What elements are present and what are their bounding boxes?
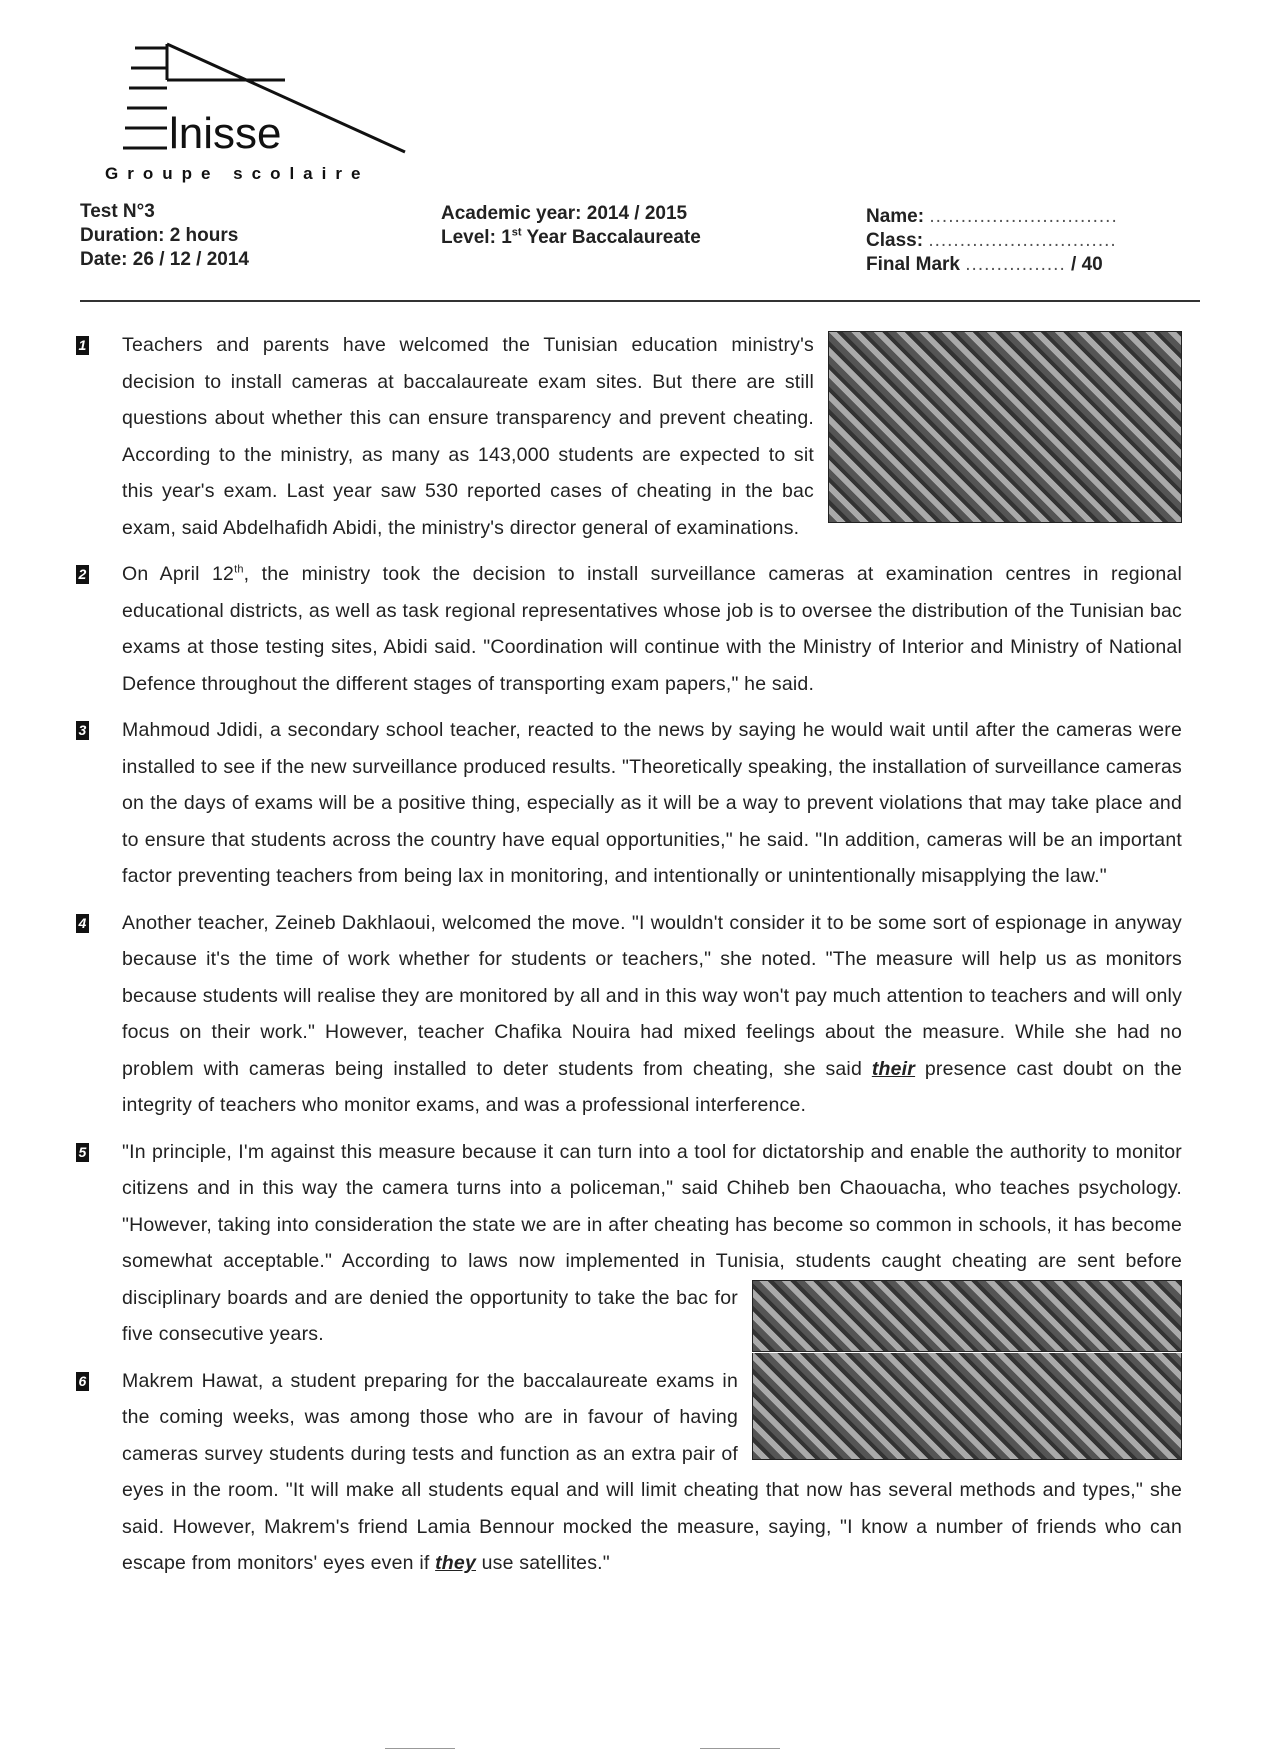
paragraph-number: 3	[76, 721, 89, 740]
academic-year: Academic year: 2014 / 2015	[441, 203, 688, 224]
paragraph-number: 2	[76, 565, 89, 584]
exam-hall-photo-continued	[752, 1353, 1182, 1460]
name-field[interactable]: Name: ..............................	[866, 206, 1118, 227]
paragraph-3: 3 Mahmoud Jdidi, a secondary school teacher, reacted to the news by saying he would wait until after the cameras were installed to see if the new surveillance produced results. "Theoretically speaking, the installation of surveillance cameras on the days of exams will be a positive thing, especially as it will be a way to prevent violations that may take place and to ensure that students across the country have equal opportunities," he said. "In addition, cameras will be an important factor preventing teachers from being lax in monitoring, and intentionally or unintentionally misapplying the law."	[122, 712, 1182, 895]
exam-hall-photo	[752, 1280, 1182, 1352]
paragraph-number: 1	[76, 336, 89, 355]
test-number: Test N°3	[80, 201, 155, 222]
paragraph-number: 5	[76, 1143, 89, 1162]
paragraph-6: 6 Makrem Hawat, a student preparing for the baccalaureate exams in the coming weeks, was among those who are in favour of having cameras survey students during tests and function as an extra pair of eyes in the room. "It will make all students equal and will limit cheating that now has several methods and types," she said. However, Makrem's friend Lamia Bennour mocked the measure, saying, "I know a number of friends who can escape from monitors' eyes even if they use satellites."	[122, 1363, 1182, 1582]
scan-mark	[700, 1748, 780, 1749]
level: Level: 1st Year Baccalaureate	[441, 226, 701, 248]
student-info	[866, 205, 1118, 277]
final-mark-field[interactable]: Final Mark ................ / 40	[866, 254, 1103, 275]
paragraph-number: 4	[76, 914, 89, 933]
date: Date: 26 / 12 / 2014	[80, 249, 249, 270]
svg-text:lnisse: lnisse	[169, 109, 282, 158]
paragraph-5: 5 "In principle, I'm against this measure because it can turn into a tool for dictatorship and enable the authority to monitor citizens and in this way the camera turns into a policeman," said Chiheb ben Chaouacha, who teaches psychology. "However, taking into consideration the state we are in after cheating has become so common in schools, it has become somewhat acceptable." According to laws now implemented in Tunisia, students caught cheating are sent before disciplinary boards and are denied the opportunity to take the bac for five consecutive years.	[122, 1134, 1182, 1353]
paragraph-4: 4 Another teacher, Zeineb Dakhlaoui, welcomed the move. "I wouldn't consider it to be some sort of espionage in anyway because it's the time of work whether for students or teachers," she noted. "The measure will help us as monitors because students will realise they are monitored by all and in this way won't pay much attention to teachers and will only focus on their work." However, teacher Chafika Nouira had mixed feelings about the measure. While she had no problem with cameras being installed to deter students from cheating, she said their presence cast doubt on the integrity of teachers who monitor exams, and was a professional interference.	[122, 905, 1182, 1124]
school-logo	[105, 40, 425, 160]
scan-mark	[385, 1748, 455, 1749]
test-info	[80, 200, 249, 272]
paragraph-number: 6	[76, 1372, 89, 1391]
article-body	[78, 327, 1183, 1592]
paragraph-2: 2 On April 12th, the ministry took the decision to install surveillance cameras at examination centres in regional educational districts, as well as task regional representatives whose job is to oversee the distribution of the Tunisian bac exams at those testing sites, Abidi said. "Coordination will continue with the Ministry of Interior and Ministry of National Defence throughout the different stages of transporting exam papers," he said.	[122, 556, 1182, 702]
exam-room-photo	[828, 331, 1182, 523]
duration: Duration: 2 hours	[80, 225, 239, 246]
header-divider	[80, 300, 1200, 302]
course-info	[441, 202, 701, 250]
class-field[interactable]: Class: ..............................	[866, 230, 1117, 251]
paragraph-1: 1 Teachers and parents have welcomed the Tunisian education ministry's decision to install cameras at baccalaureate exam sites. But there are still questions about whether this can ensure transparency and prevent cheating. According to the ministry, as many as 143,000 students are expected to sit this year's exam. Last year saw 530 reported cases of cheating in the bac exam, said Abdelhafidh Abidi, the ministry's director general of examinations.	[122, 327, 1182, 546]
logo-subtitle: Groupe scolaire	[105, 164, 370, 183]
